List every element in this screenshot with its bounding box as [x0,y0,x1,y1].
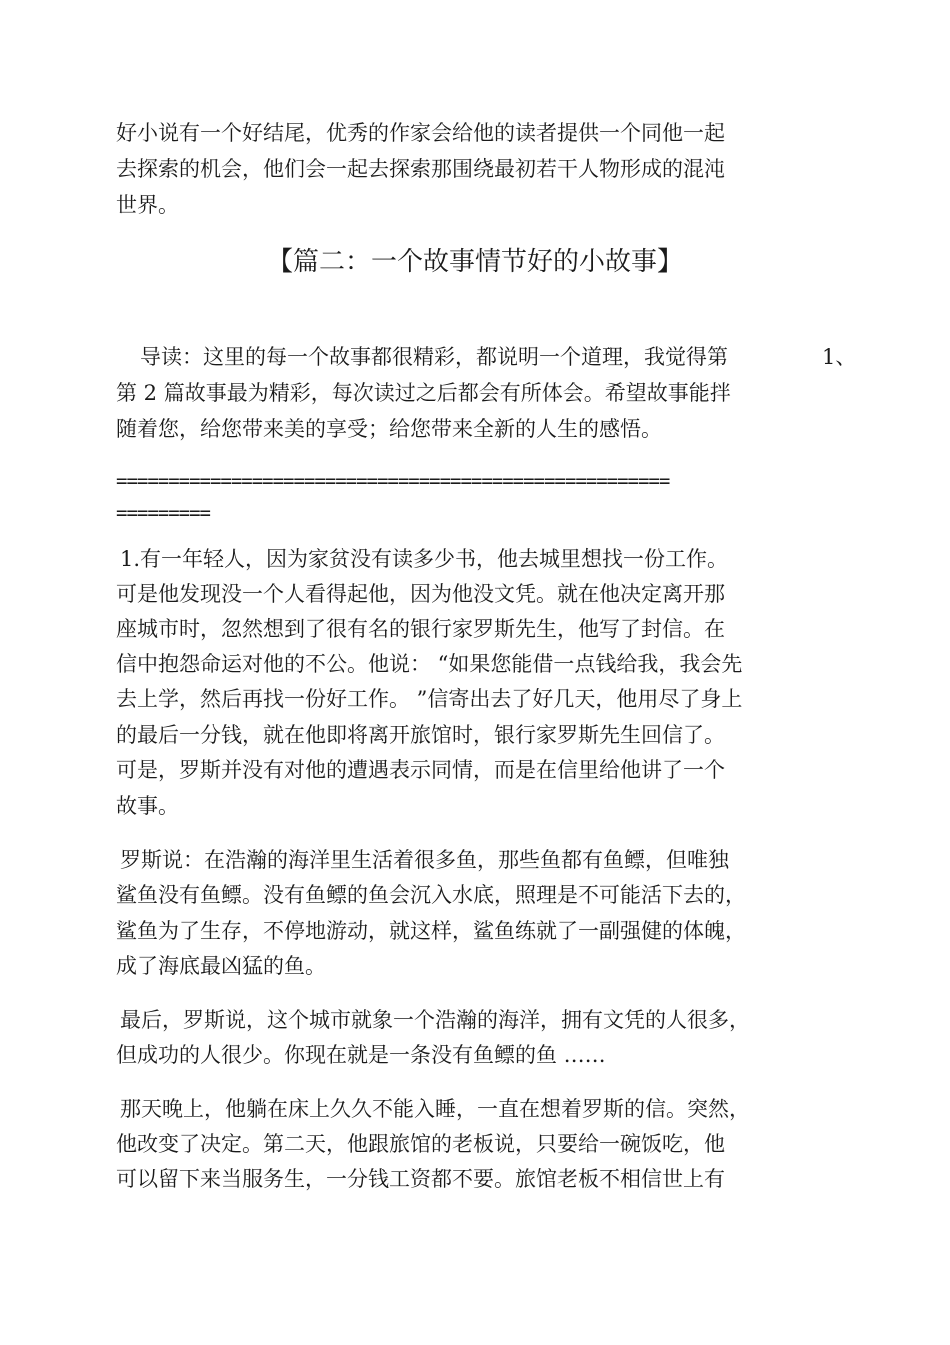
story-para3-line-2: 但成功的人很少。你现在就是一条没有鱼鳔的鱼 …… [116,1043,606,1067]
section-title: 【篇二：一个故事情节好的小故事】 [266,247,683,277]
story-para1-line-7: 可是，罗斯并没有对他的遭遇表示同情，而是在信里给他讲了一个 [116,758,725,782]
story-para1-line-3: 座城市时，忽然想到了很有名的银行家罗斯先生，他写了封信。在 [116,617,725,641]
story-para1-line-5: 去上学，然后再找一份好工作。 ”信寄出去了好几天，他用尽了身上 [116,687,743,711]
guide-line-3: 随着您，给您带来美的享受；给您带来全新的人生的感悟。 [116,417,662,441]
story-para3-line-1: 最后，罗斯说，这个城市就象一个浩瀚的海洋，拥有文凭的人很多， [120,1008,750,1032]
separator-line-2: ========= [116,502,210,524]
story-para2-line-4: 成了海底最凶猛的鱼。 [116,954,326,978]
intro-line-3: 世界。 [116,193,179,217]
guide-number: 1、 [822,345,857,369]
story-para1-line-8: 故事。 [116,794,179,818]
story-para2-line-1: 罗斯说：在浩瀚的海洋里生活着很多鱼，那些鱼都有鱼鳔，但唯独 [120,848,729,872]
guide-line-1: 导读：这里的每一个故事都很精彩，都说明一个道理，我觉得第 [140,345,728,369]
story-para4-line-2: 他改变了决定。第二天，他跟旅馆的老板说，只要给一碗饭吃，他 [116,1132,725,1156]
story-para2-line-3: 鲨鱼为了生存，不停地游动，就这样，鲨鱼练就了一副强健的体魄， [116,919,746,943]
story-para1-line-6: 的最后一分钱，就在他即将离开旅馆时，银行家罗斯先生回信了。 [116,723,725,747]
story-para1-line-1: 1.有一年轻人，因为家贫没有读多少书，他去城里想找一份工作。 [120,547,729,571]
story-para1-line-4: 信中抱怨命运对他的不公。他说： “如果您能借一点钱给我，我会先 [116,652,743,676]
intro-line-2: 去探索的机会，他们会一起去探索那围绕最初若干人物形成的混沌 [116,157,725,181]
guide-line-2: 第 2 篇故事最为精彩，每次读过之后都会有所体会。希望故事能拌 [116,381,731,405]
story-para2-line-2: 鲨鱼没有鱼鳔。没有鱼鳔的鱼会沉入水底，照理是不可能活下去的， [116,883,746,907]
intro-line-1: 好小说有一个好结尾，优秀的作家会给他的读者提供一个同他一起 [116,121,725,145]
story-para1-line-2: 可是他发现没一个人看得起他，因为他没文凭。就在他决定离开那 [116,582,725,606]
story-para4-line-1: 那天晚上，他躺在床上久久不能入睡，一直在想着罗斯的信。突然， [120,1097,750,1121]
story-para4-line-3: 可以留下来当服务生，一分钱工资都不要。旅馆老板不相信世上有 [116,1167,725,1191]
separator-line-1: ===================================================== [116,470,670,492]
